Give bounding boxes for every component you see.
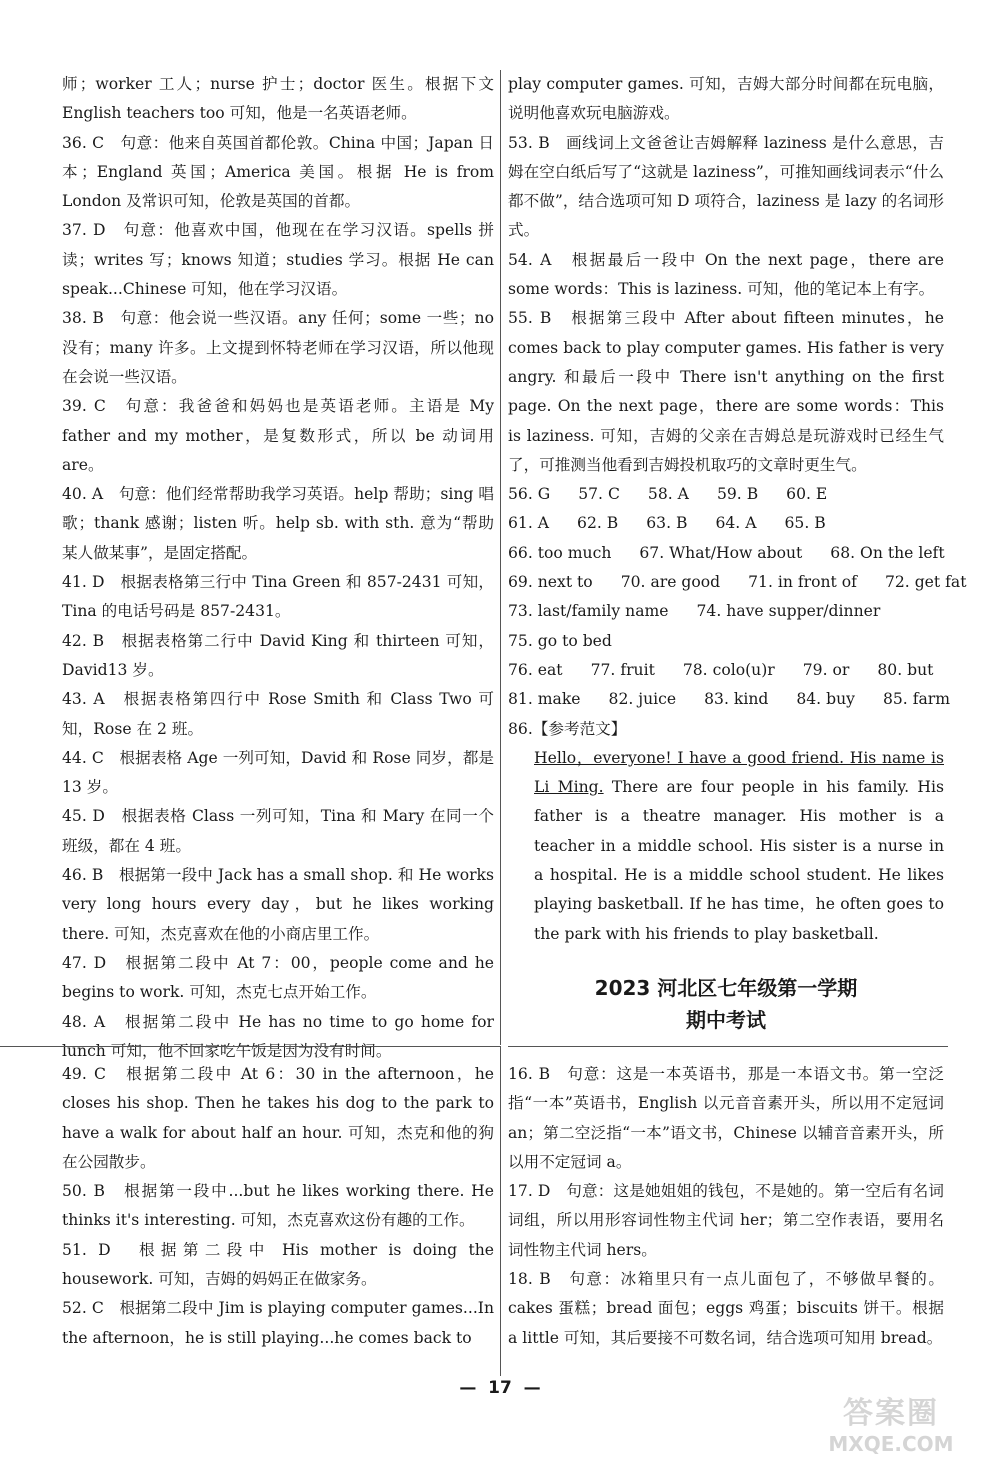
answer-explanation: 36. C 句意：他来自英国首都伦敦。China 中国；Japan 日本；England 英国；America 美国。根据 He is from London 及常识可知，伦敦是英国的首都。 (62, 133, 494, 211)
model-essay (508, 744, 944, 949)
answer-explanation: 40. A 句意：他们经常帮助我学习英语。help 帮助；sing 唱歌；thank 感谢；listen 听。help sb. with sth. 意为“帮助某人做某事”，是固定搭配。 (62, 485, 494, 562)
answer-row (508, 597, 944, 626)
answer-explanation: 42. B 根据表格第二行中 David King 和 thirteen 可知，David13 岁。 (62, 631, 494, 679)
exam-title-line-1: 2023 河北区七年级第一学期 (594, 976, 858, 1000)
answer-row (508, 568, 967, 597)
answer-key: 69. next to (508, 573, 593, 592)
answer-key: 76. eat (508, 660, 563, 679)
exam-title-line-2: 期中考试 (686, 1008, 766, 1032)
answer-explanation: 47. D 根据第二段中 At 7：00，people come and he begins to work. 可知，杰克七点开始工作。 (62, 953, 494, 1002)
answer-key: 63. B (646, 514, 688, 533)
answer-key: 74. have supper/dinner (696, 602, 881, 621)
essay-label: 86.【参考范文】 (508, 719, 627, 738)
answer-explanation: 43. A 根据表格第四行中 Rose Smith 和 Class Two 可知，Rose 在 2 班。 (62, 690, 494, 738)
column-divider-bottom (500, 1046, 501, 1376)
answer-key: 57. C (578, 485, 620, 504)
answer-key: 59. B (716, 485, 759, 504)
left-column-bottom (62, 1060, 494, 1353)
answer-explanation: 54. A 根据最后一段中 On the next page，there are some words：This is laziness. 可知，他的笔记本上有字。 (508, 250, 944, 299)
right-column-bottom (508, 1060, 944, 1353)
watermark-logo: 答案圈 MXQE.COM (828, 1396, 954, 1456)
answer-explanation: 16. B 句意：这是一本英语书，那是一本语文书。第一空泛指“一本”英语书，English 以元音音素开头，所以用不定冠词 an；第二空泛指“一本”语文书，Chinese 以辅音音素开头，所以用不定冠词 a。 (508, 1065, 944, 1171)
answer-explanation: 41. D 根据表格第三行中 Tina Green 和 857-2431 可知，Tina 的电话号码是 857-2431。 (62, 573, 494, 621)
essay-opening: Hello，everyone! I have a good friend. His name is Li Ming. (534, 748, 944, 797)
answer-key: 67. What/How about (639, 543, 803, 562)
answer-key: 62. B (577, 514, 619, 533)
answer-explanation: 17. D 句意：这是她姐姐的钱包，不是她的。第一空后有名词词组，所以用形容词性物主代词 her；第二空作表语，要用名词性物主代词 hers。 (508, 1182, 944, 1259)
answer-explanation: 18. B 句意：冰箱里只有一点儿面包了，不够做早餐的。cakes 蛋糕；bread 面包；eggs 鸡蛋；biscuits 饼干。根据 a little 可知，其后要接不可数名词，结合选项可知用 bread。 (508, 1270, 944, 1347)
answer-key: 60. E (786, 485, 828, 504)
answer-key: 79. or (802, 660, 850, 679)
right-column-top (508, 70, 967, 949)
answer-key: 70. are good (620, 573, 721, 592)
page-number: 17 (488, 1378, 512, 1398)
answer-key: 82. juice (608, 690, 677, 709)
answer-row (508, 480, 944, 509)
answer-explanation: 53. B 画线词上文爸爸让吉姆解释 laziness 是什么意思，吉姆在空白纸后写了“这就是 laziness”，可推知画线词表示“什么都不做”，结合选项可知 D 项符合，laziness 是 lazy 的名词形式。 (508, 133, 944, 240)
answer-key: 56. G (508, 485, 551, 504)
answer-key: 65. B (784, 514, 826, 533)
answer-key: 68. On the left (830, 543, 945, 562)
section-divider-left (0, 1046, 500, 1047)
answer-row (508, 627, 944, 656)
answer-explanation: 39. C 句意：我爸爸和妈妈也是英语老师。主语是 My father and my mother，是复数形式，所以 be 动词用 are。 (62, 397, 494, 474)
section-divider-right (508, 1046, 948, 1047)
answer-explanation: 38. B 句意：他会说一些汉语。any 任何；some 一些；no 没有；many 许多。上文提到怀特老师在学习汉语，所以他现在会说一些汉语。 (62, 309, 494, 386)
answer-row (508, 656, 944, 685)
answer-row (508, 509, 944, 538)
answer-key: 83. kind (704, 690, 769, 709)
answer-key: 85. farm (882, 690, 951, 709)
answer-key: 78. colo(u)r (682, 660, 775, 679)
footer-dash-right: — (511, 1378, 541, 1398)
answer-key: 73. last/family name (508, 602, 669, 621)
answer-key: 81. make (508, 690, 581, 709)
answer-explanation: 55. B 根据第三段中 After about fifteen minutes，he comes back to play computer games. His father is very angry. 和最后一段中 There isn't anything on the first page. On the next page，there are some words：This is laziness. 可知，吉姆的父亲在吉姆总是玩游戏时已经生气了，可推测当他看到吉姆投机取巧的文章时更生气。 (508, 309, 944, 474)
answer-key: 80. but (877, 660, 934, 679)
answer-key: 75. go to bed (508, 631, 612, 650)
answer-row (508, 685, 951, 714)
answer-key: 66. too much (508, 543, 612, 562)
answer-explanation: 37. D 句意：他喜欢中国，他现在在学习汉语。spells 拼读；writes 写；knows 知道；studies 学习。根据 He can speak...Chinese 可知，他在学习汉语。 (62, 221, 494, 299)
answer-explanation: 师；worker 工人；nurse 护士；doctor 医生。根据下文 English teachers too 可知，他是一名英语老师。 (62, 75, 494, 123)
answer-key: 58. A (647, 485, 689, 504)
answer-key: 61. A (508, 514, 550, 533)
column-divider-top (500, 70, 501, 1045)
answer-explanation: 49. C 根据第二段中 At 6：30 in the afternoon，he closes his shop. Then he takes his dog to the park to have a walk for about half an hour. 可知，杰克和他的狗在公园散步。 (62, 1065, 494, 1171)
answer-row (508, 539, 944, 568)
answer-explanation: 44. C 根据表格 Age 一列可知，David 和 Rose 同岁，都是 13 岁。 (62, 748, 494, 797)
essay-body: There are four people in his family. His father is a theatre manager. His mother is a teacher in a middle school. His sister is a nurse in a hospital. He is a middle school student. He likes playing basketball. If he has time，he often goes to the park with his friends to play basketball. (534, 778, 944, 943)
answer-key: 71. in front of (748, 573, 857, 592)
answer-key: 84. buy (796, 690, 855, 709)
footer-dash-left: — (459, 1378, 489, 1398)
answer-key: 72. get fat (884, 573, 967, 592)
left-column-top (62, 70, 494, 1066)
answer-explanation: 46. B 根据第一段中 Jack has a small shop. 和 He works very long hours every day，but he likes working there. 可知，杰克喜欢在他的小商店里工作。 (62, 866, 494, 943)
answer-explanation: play computer games. 可知，吉姆大部分时间都在玩电脑，说明他喜欢玩电脑游戏。 (508, 75, 944, 123)
answer-explanation: 50. B 根据第一段中...but he likes working there. He thinks it's interesting. 可知，杰克喜欢这份有趣的工作。 (62, 1182, 494, 1230)
answer-explanation: 52. C 根据第二段中 Jim is playing computer games...In the afternoon，he is still playing...he comes back to (62, 1299, 494, 1347)
answer-key: 77. fruit (590, 660, 655, 679)
answer-explanation: 45. D 根据表格 Class 一列可知，Tina 和 Mary 在同一个班级，都在 4 班。 (62, 807, 494, 855)
answer-key: 64. A (715, 514, 757, 533)
answer-explanation: 51. D 根据第二段中 His mother is doing the housework. 可知，吉姆的妈妈正在做家务。 (62, 1240, 494, 1289)
answer-explanation: 48. A 根据第二段中 He has no time to go home for lunch 可知，他不回家吃午饭是因为没有时间。 (62, 1012, 494, 1060)
